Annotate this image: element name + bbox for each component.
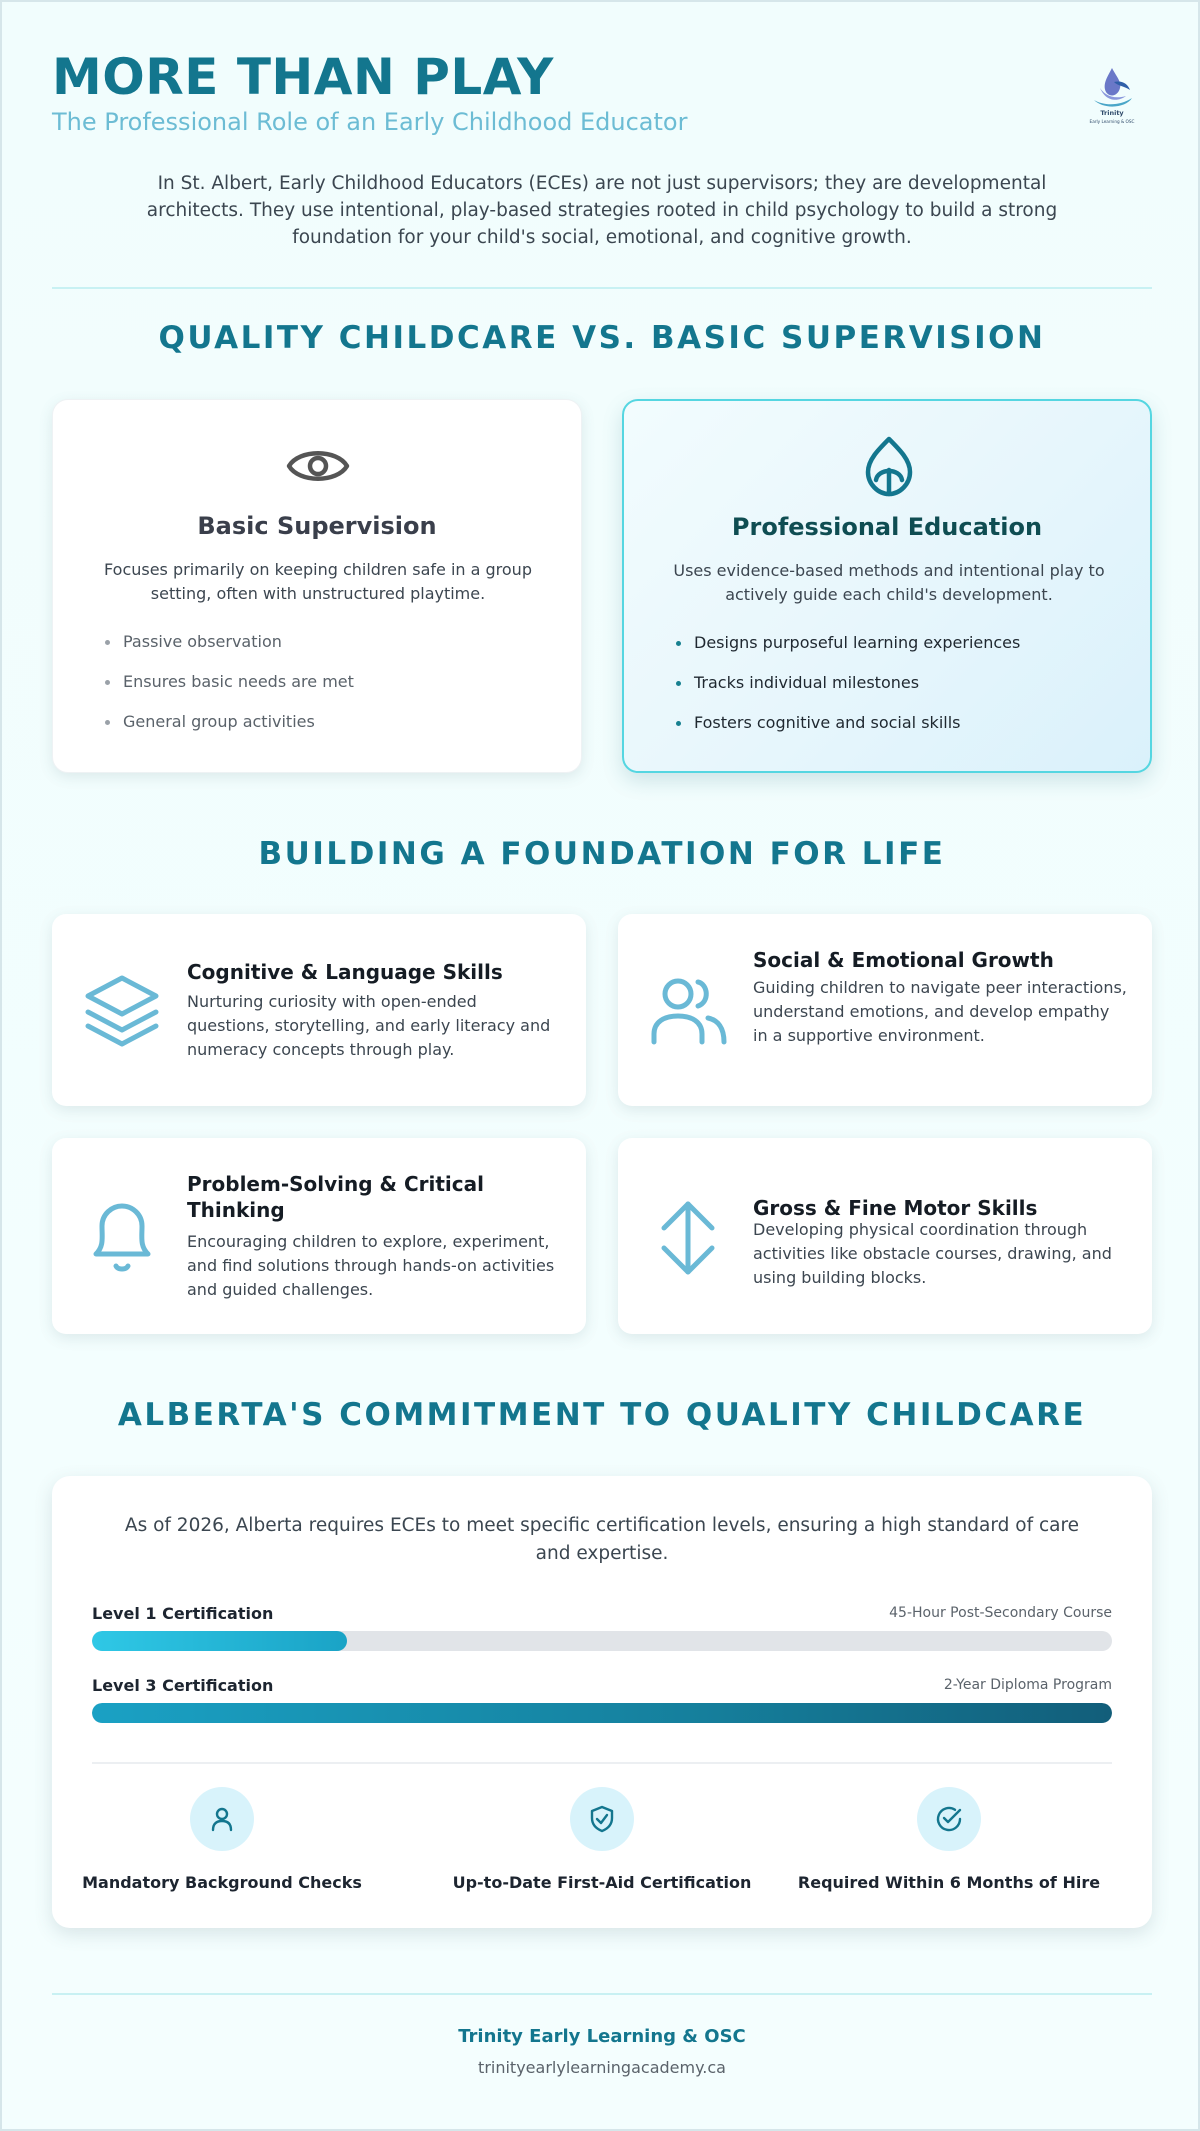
list-item: Tracks individual milestones: [676, 673, 1020, 713]
shield-check-icon: [588, 1805, 616, 1833]
footer-organization-name: Trinity Early Learning & OSC: [458, 2026, 746, 2047]
footer-website-link[interactable]: trinityearlylearningacademy.ca: [478, 2058, 726, 2077]
skill-title: Social & Emotional Growth: [753, 948, 1054, 972]
card-professional-education: [622, 399, 1152, 773]
skill-description: Developing physical coordination through activities like obstacle courses, drawing, and using building blocks.: [753, 1220, 1112, 1287]
feature-list: [105, 632, 354, 752]
intro-text: In St. Albert, Early Childhood Educators (ECEs) are not just supervisors; they are developmental architects. They use intentional, play-based strategies rooted in child psychology to build a strong foundation for your child's social, emotional, and cognitive growth.: [146, 173, 1058, 248]
list-item: Ensures basic needs are met: [105, 672, 354, 712]
cert-progress-track: [92, 1703, 1112, 1723]
list-item: Designs purposeful learning experiences: [676, 633, 1020, 673]
skill-title: Cognitive & Language Skills: [187, 960, 503, 984]
logo-text-primary: Trinity: [1100, 109, 1124, 117]
skill-card-motor: [618, 1138, 1152, 1334]
card-description: Focuses primarily on keeping children safe in a group setting, often with unstructured playtime.: [104, 560, 532, 603]
skill-description: Encouraging children to explore, experiment, and find solutions through hands-on activities and guided challenges.: [187, 1232, 555, 1299]
layers-icon: [82, 970, 162, 1050]
users-icon: [648, 970, 728, 1050]
card-title: Basic Supervision: [197, 512, 437, 540]
cert-progress-fill: [92, 1703, 1112, 1723]
eye-icon: [285, 435, 351, 497]
commitment-intro: As of 2026, Alberta requires ECEs to meet specific certification levels, ensuring a high standard of care and expertise.: [124, 1515, 1080, 1564]
divider: [52, 287, 1152, 289]
feature-background-checks: [52, 1787, 392, 1892]
skill-description: Nurturing curiosity with open-ended questions, storytelling, and early literacy and numeracy concepts through play.: [187, 992, 551, 1059]
feature-first-aid: [432, 1787, 772, 1892]
cert-label: Level 3 Certification: [92, 1676, 274, 1695]
user-icon: [208, 1805, 236, 1833]
skill-title: Gross & Fine Motor Skills: [753, 1196, 1038, 1220]
card-title: Professional Education: [731, 513, 1043, 541]
card-description: Uses evidence-based methods and intentional play to actively guide each child's development.: [673, 561, 1105, 604]
skill-card-problem-solving: [52, 1138, 586, 1334]
cert-progress-track: [92, 1631, 1112, 1651]
skill-title: Problem-Solving & Critical Thinking: [187, 1172, 484, 1222]
arrows-vertical-icon: [648, 1198, 728, 1278]
feature-icon-circle: [570, 1787, 634, 1851]
feature-label: Up-to-Date First-Aid Certification: [452, 1873, 752, 1892]
feature-label: Mandatory Background Checks: [82, 1873, 362, 1892]
divider: [92, 1762, 1112, 1764]
logo-text-secondary: Early Learning & OSC: [1089, 119, 1135, 124]
list-item: General group activities: [105, 712, 354, 752]
card-basic-supervision: [52, 399, 582, 773]
commitment-card: [52, 1476, 1152, 1928]
cert-progress-fill: [92, 1631, 347, 1651]
feature-list: [676, 633, 1020, 753]
bell-icon: [82, 1198, 162, 1278]
page-title: MORE THAN PLAY: [52, 48, 554, 106]
section-title-comparison: QUALITY CHILDCARE VS. BASIC SUPERVISION: [158, 320, 1046, 356]
feature-required-within: [779, 1787, 1119, 1892]
section-title-foundation: BUILDING A FOUNDATION FOR LIFE: [258, 836, 946, 872]
section-title-commitment: ALBERTA'S COMMITMENT TO QUALITY CHILDCARE: [117, 1397, 1087, 1433]
sprout-icon: [856, 436, 922, 498]
skill-description: Guiding children to navigate peer interactions, understand emotions, and develop empathy in a supportive environment.: [753, 978, 1127, 1045]
skill-card-social: [618, 914, 1152, 1106]
cert-detail: 2-Year Diploma Program: [943, 1677, 1112, 1693]
page-subtitle: The Professional Role of an Early Childhood Educator: [52, 108, 688, 136]
list-item: Passive observation: [105, 632, 354, 672]
cert-detail: 45-Hour Post-Secondary Course: [889, 1605, 1112, 1621]
logo: [1082, 62, 1142, 126]
feature-icon-circle: [917, 1787, 981, 1851]
feature-icon-circle: [190, 1787, 254, 1851]
divider: [52, 1993, 1152, 1995]
check-circle-icon: [935, 1805, 963, 1833]
feature-label: Required Within 6 Months of Hire: [797, 1873, 1101, 1892]
cert-label: Level 1 Certification: [92, 1604, 274, 1623]
list-item: Fosters cognitive and social skills: [676, 713, 1020, 753]
skill-card-cognitive: [52, 914, 586, 1106]
